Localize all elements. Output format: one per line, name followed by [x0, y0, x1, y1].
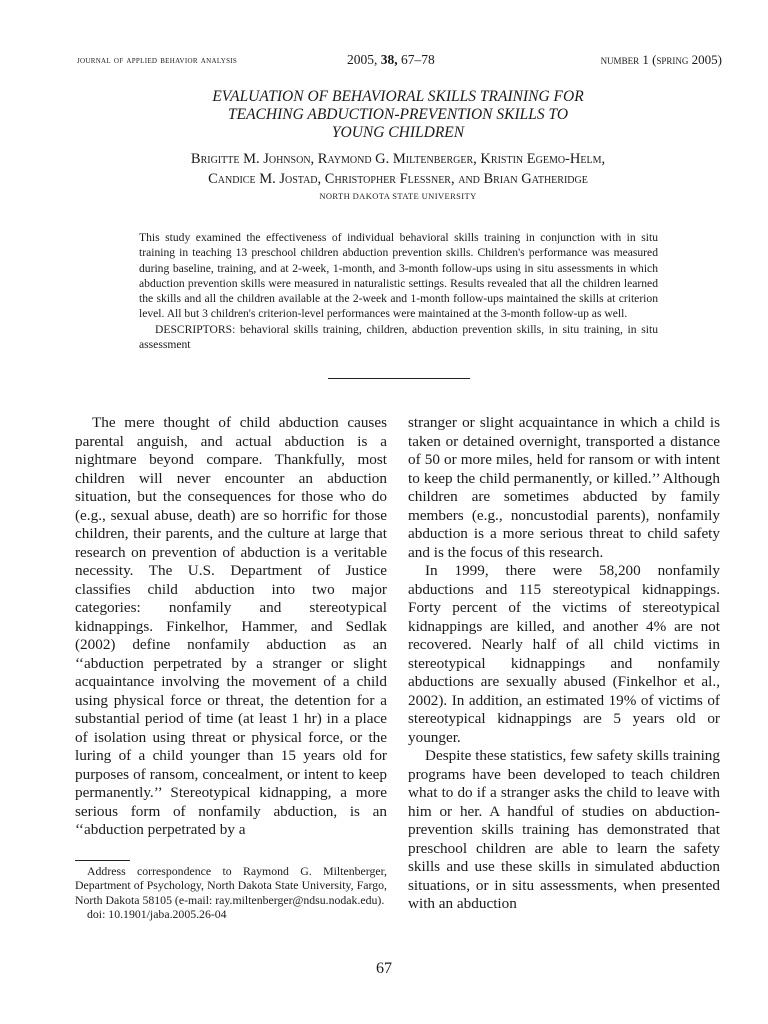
- footnote-doi: doi: 10.1901/jaba.2005.26-04: [87, 906, 227, 921]
- abstract: [139, 230, 658, 352]
- body-paragraph: The mere thought of child abduction causes parental anguish, and actual abduction is a nightmare beyond compare. Thankfully, most children will never encounter an abduction situation, but the consequences for those who do (e.g., sexual abuse, death) are so horrific for those children, their parents, and the culture at large that research on prevention of abduction is a veritable necessity. The U.S. Department of Justice classifies child abduction into two major categories: nonfamily and stereotypical kidnappings. Finkelhor, Hammer, and Sedlak (2002) define nonfamily abduction as an ‘‘abduction perpetrated by a stranger or slight acquaintance involving the movement of a child using physical force or threat, the detention for a substantial period of time (at least 1 hr) in a place of isolation using threat or physical force, or the luring of a child younger than 15 years old for purposes of ransom, concealment, or intent to keep permanently.’’ Stereotypical kidnapping, a more serious form of nonfamily abduction, is an ‘‘abduction perpetrated by a: [75, 414, 387, 838]
- citation-volume: 38,: [380, 52, 398, 67]
- abstract-divider: [328, 378, 470, 379]
- footnote-address: Address correspondence to Raymond G. Miltenberger, Department of Psychology, North Dakota State University, Fargo, North Dakota 58105 (e-mail: ray.miltenberger@ndsu.nodak.edu).: [75, 864, 387, 907]
- page-number: 67: [376, 960, 392, 977]
- running-head-issue: number 1 (spring 2005): [600, 52, 722, 67]
- footnote: [75, 864, 387, 921]
- author-list: [100, 149, 696, 189]
- citation-year: 2005,: [347, 52, 378, 67]
- title-line: TEACHING ABDUCTION-PREVENTION SKILLS TO: [227, 106, 569, 123]
- body-paragraph: In 1999, there were 58,200 nonfamily abductions and 115 stereotypical kidnappings. Forty percent of the victims of stereotypical kidnappings are killed, and another 4% are not recovered. Nearly half of all child victims in stereotypical kidnappings and nonfamily abductions are sexually abused (Finkelhor et al., 2002). In addition, an estimated 19% of victims of stereotypical kidnappings are 5 years old or younger.: [408, 562, 720, 746]
- body-paragraph: Despite these statistics, few safety skills training programs have been developed to teach children what to do if a stranger asks the child to leave with him or her. A handful of studies on abduction-prevention skills training has demonstrated that preschool children are able to learn the safety skills and use these skills in simulated abduction situations, or in situ assessments, when presented with an abduction: [408, 747, 720, 912]
- affiliation: NORTH DAKOTA STATE UNIVERSITY: [319, 191, 477, 201]
- title-line: YOUNG CHILDREN: [331, 124, 465, 141]
- body-column-left: [75, 414, 387, 840]
- article-title: [120, 88, 676, 142]
- running-head-citation: [347, 52, 435, 68]
- authors-line: Candice M. Jostad, Christopher Flessner, and Brian Gatheridge: [208, 171, 588, 187]
- footnote-divider: [75, 860, 130, 861]
- body-column-right: [408, 414, 720, 914]
- citation-pages: 67–78: [401, 52, 435, 67]
- descriptors: DESCRIPTORS: behavioral skills training, children, abduction prevention skills, in situ training, in situ assessment: [139, 322, 658, 352]
- body-paragraph: stranger or slight acquaintance in which a child is taken or detained overnight, transported a distance of 50 or more miles, held for ransom or with intent to keep the child permanently, or killed.’’ Although children are sometimes abducted by family members (e.g., noncustodial parents), nonfamily abduction is a more serious threat to child safety and is the focus of this research.: [408, 414, 720, 561]
- running-head-journal: journal of applied behavior analysis: [77, 55, 238, 66]
- title-line: EVALUATION OF BEHAVIORAL SKILLS TRAINING FOR: [212, 88, 584, 105]
- abstract-text: This study examined the effectiveness of individual behavioral skills training in conjunction with in situ training in teaching 13 preschool children abduction prevention skills. Children's performance was measured during baseline, training, and at 2-week, 1-month, and 3-month follow-ups using in situ assessments in which abduction prevention skills were measured in naturalistic settings. Results revealed that all the children learned the skills and all the children available at the 2-week and 1-month follow-ups maintained the skills at criterion level. All but 3 children's criterion-level performances were maintained at the 3-month follow-up as well.: [139, 231, 658, 321]
- authors-line: Brigitte M. Johnson, Raymond G. Miltenberger, Kristin Egemo-Helm,: [190, 151, 606, 167]
